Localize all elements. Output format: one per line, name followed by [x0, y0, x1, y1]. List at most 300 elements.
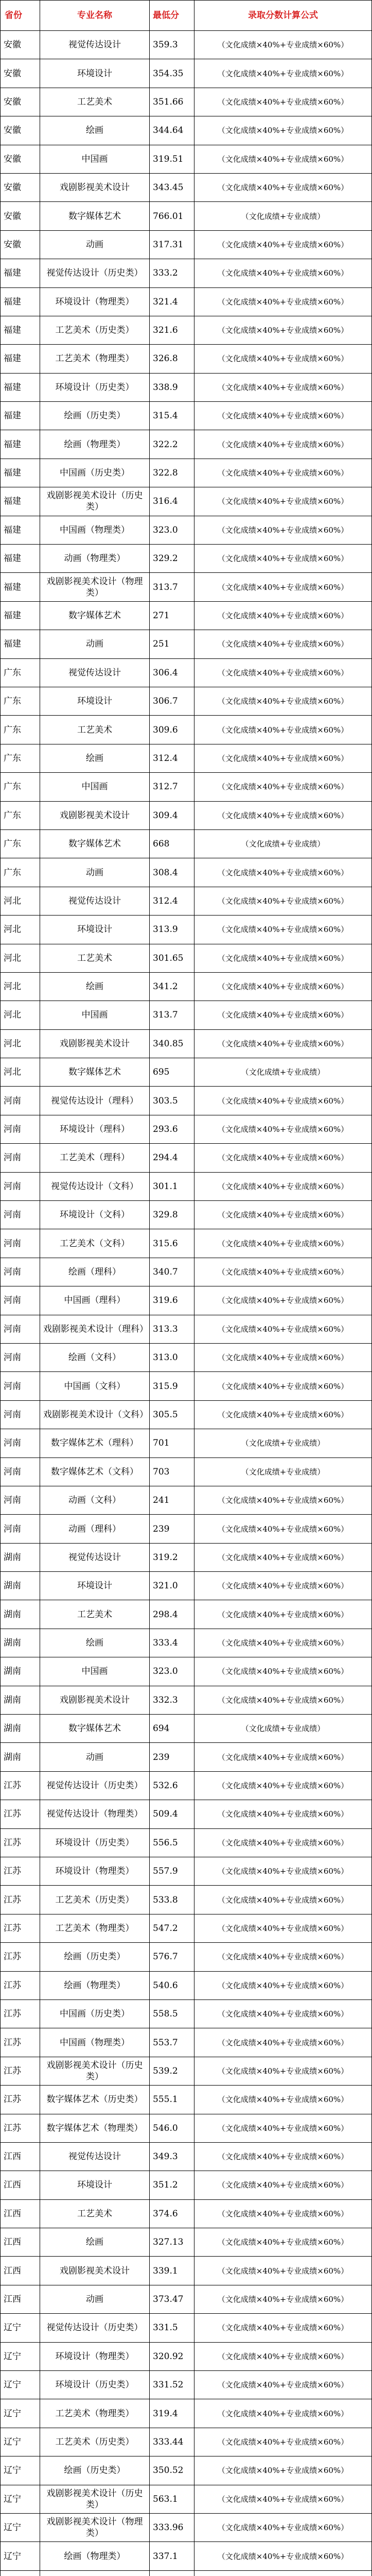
cell-formula: （文化成绩×40%+专业成绩×60%）	[194, 145, 372, 173]
cell-min-score: 576.7	[150, 1943, 194, 1971]
cell-formula: （文化成绩×40%+专业成绩×60%）	[194, 1115, 372, 1143]
table-body	[1, 31, 372, 2576]
cell-major: 中国画（物理类）	[40, 516, 150, 544]
table-row	[1, 2114, 372, 2142]
cell-major: 数字媒体艺术	[40, 202, 150, 230]
cell-formula: （文化成绩×40%+专业成绩×60%）	[194, 259, 372, 287]
cell-major: 数字媒体艺术（理科）	[40, 1429, 150, 1458]
cell-major: 中国画（历史类）	[40, 459, 150, 487]
cell-min-score: 326.8	[150, 345, 194, 373]
cell-min-score: 309.6	[150, 716, 194, 744]
cell-major: 工艺美术	[40, 944, 150, 972]
cell-major: 数字媒体艺术	[40, 1715, 150, 1743]
cell-min-score: 539.2	[150, 2057, 194, 2085]
cell-formula: （文化成绩+专业成绩）	[194, 1429, 372, 1458]
cell-major: 视觉传达设计（理科）	[40, 1087, 150, 1115]
table-row	[1, 573, 372, 601]
cell-min-score: 319.2	[150, 1543, 194, 1571]
table-row	[1, 716, 372, 744]
cell-major: 戏剧影视美术设计（历史类）	[40, 2485, 150, 2513]
table-row	[1, 373, 372, 401]
cell-major: 戏剧影视美术设计	[40, 173, 150, 201]
cell-formula: （文化成绩×40%+专业成绩×60%）	[194, 2142, 372, 2171]
table-row	[1, 145, 372, 173]
table-row	[1, 230, 372, 259]
cell-province: 江苏	[1, 1971, 40, 1999]
cell-major: 戏剧影视美术设计	[40, 2257, 150, 2285]
cell-min-score: 315.9	[150, 1372, 194, 1400]
cell-formula: （文化成绩×40%+专业成绩×60%）	[194, 2314, 372, 2342]
table-row	[1, 829, 372, 858]
cell-province: 河北	[1, 1001, 40, 1029]
cell-formula: （文化成绩×40%+专业成绩×60%）	[194, 2086, 372, 2114]
cell-formula: （文化成绩×40%+专业成绩×60%）	[194, 1372, 372, 1400]
table-row	[1, 31, 372, 59]
cell-formula: （文化成绩×40%+专业成绩×60%）	[194, 658, 372, 687]
table-row	[1, 2542, 372, 2570]
cell-major: 中国画	[40, 773, 150, 801]
cell-min-score: 321.0	[150, 1572, 194, 1600]
cell-province: 河南	[1, 1343, 40, 1371]
table-row	[1, 88, 372, 116]
table-row	[1, 1572, 372, 1600]
cell-min-score: 306.7	[150, 687, 194, 715]
cell-province: 福建	[1, 287, 40, 316]
cell-min-score: 668	[150, 829, 194, 858]
cell-major: 工艺美术	[40, 716, 150, 744]
cell-formula: （文化成绩×40%+专业成绩×60%）	[194, 1629, 372, 1657]
cell-formula: （文化成绩×40%+专业成绩×60%）	[194, 1914, 372, 1942]
cell-formula: （文化成绩×40%+专业成绩×60%）	[194, 1029, 372, 1058]
cell-min-score: 331.52	[150, 2371, 194, 2399]
table-row	[1, 1629, 372, 1657]
cell-min-score: 239	[150, 1743, 194, 1771]
cell-major: 视觉传达设计（物理类）	[40, 1800, 150, 1828]
cell-province: 福建	[1, 345, 40, 373]
cell-major: 工艺美术（物理类）	[40, 345, 150, 373]
cell-min-score: 343.45	[150, 173, 194, 201]
table-row	[1, 1115, 372, 1143]
column-header-major: 专业名称	[40, 1, 150, 31]
cell-min-score: 557.9	[150, 1857, 194, 1886]
table-row	[1, 2057, 372, 2085]
cell-major: 绘画	[40, 972, 150, 1001]
cell-formula: （文化成绩×40%+专业成绩×60%）	[194, 2228, 372, 2257]
cell-formula: （文化成绩×40%+专业成绩×60%）	[194, 1144, 372, 1172]
cell-formula: （文化成绩×40%+专业成绩×60%）	[194, 1686, 372, 1714]
cell-province: 辽宁	[1, 2428, 40, 2456]
cell-major: 环境设计	[40, 59, 150, 88]
cell-formula: （文化成绩×40%+专业成绩×60%）	[194, 1828, 372, 1857]
cell-formula: （文化成绩×40%+专业成绩×60%）	[194, 2257, 372, 2285]
cell-formula: （文化成绩×40%+专业成绩×60%）	[194, 2371, 372, 2399]
cell-major: 环境设计（理科）	[40, 1115, 150, 1143]
cell-formula: （文化成绩×40%+专业成绩×60%）	[194, 2399, 372, 2428]
table-row	[1, 2199, 372, 2228]
table-row	[1, 2428, 372, 2456]
cell-province: 江西	[1, 2171, 40, 2199]
cell-min-score: 319.4	[150, 2399, 194, 2428]
table-row	[1, 2456, 372, 2485]
cell-province: 江西	[1, 2257, 40, 2285]
cell-min-score: 312.4	[150, 744, 194, 772]
cell-major: 动画（文科）	[40, 1486, 150, 1514]
table-row	[1, 459, 372, 487]
cell-major: 动画	[40, 2285, 150, 2313]
table-row	[1, 858, 372, 887]
cell-province: 福建	[1, 373, 40, 401]
table-row	[1, 1172, 372, 1200]
cell-major: 数字媒体艺术	[40, 829, 150, 858]
cell-province: 广东	[1, 773, 40, 801]
cell-formula: （文化成绩×40%+专业成绩×60%）	[194, 1172, 372, 1200]
cell-min-score: 309.4	[150, 801, 194, 829]
table-row	[1, 173, 372, 201]
cell-min-score: 251	[150, 630, 194, 658]
cell-min-score: 305.5	[150, 1400, 194, 1429]
table-row	[1, 1286, 372, 1315]
cell-formula: （文化成绩×40%+专业成绩×60%）	[194, 887, 372, 915]
cell-formula: （文化成绩×40%+专业成绩×60%）	[194, 744, 372, 772]
table-row	[1, 1515, 372, 1543]
cell-major: 中国画	[40, 1657, 150, 1686]
cell-min-score: 319.6	[150, 1286, 194, 1315]
cell-province: 河南	[1, 1172, 40, 1200]
table-row	[1, 1914, 372, 1942]
cell-formula: （文化成绩×40%+专业成绩×60%）	[194, 88, 372, 116]
header-row	[1, 1, 372, 31]
cell-min-score: 349.3	[150, 2142, 194, 2171]
cell-province: 广东	[1, 858, 40, 887]
cell-formula: （文化成绩×40%+专业成绩×60%）	[194, 1743, 372, 1771]
cell-formula: （文化成绩×40%+专业成绩×60%）	[194, 2028, 372, 2057]
cell-province: 辽宁	[1, 2314, 40, 2342]
cell-min-score: 703	[150, 1458, 194, 1486]
cell-min-score: 293.6	[150, 1115, 194, 1143]
table-row	[1, 545, 372, 573]
cell-province: 广东	[1, 801, 40, 829]
cell-min-score: 329.2	[150, 545, 194, 573]
table-row	[1, 1800, 372, 1828]
cell-province: 湖南	[1, 1629, 40, 1657]
cell-min-score: 315.4	[150, 402, 194, 430]
cell-formula: （文化成绩×40%+专业成绩×60%）	[194, 1971, 372, 1999]
cell-province: 河南	[1, 1286, 40, 1315]
cell-province: 河北	[1, 972, 40, 1001]
cell-formula: （文化成绩×40%+专业成绩×60%）	[194, 59, 372, 88]
cell-major: 环境设计（文科）	[40, 1201, 150, 1229]
cell-formula: （文化成绩×40%+专业成绩×60%）	[194, 2285, 372, 2313]
table-row	[1, 601, 372, 630]
table-row	[1, 1400, 372, 1429]
cell-formula: （文化成绩×40%+专业成绩×60%）	[194, 2428, 372, 2456]
cell-min-score: 695	[150, 1058, 194, 1087]
cell-min-score: 555.1	[150, 2086, 194, 2114]
cell-province: 福建	[1, 573, 40, 601]
cell-major: 环境设计（历史类）	[40, 1828, 150, 1857]
cell-formula: （文化成绩×40%+专业成绩×60%）	[194, 430, 372, 459]
table-row	[1, 944, 372, 972]
cell-formula: （文化成绩+专业成绩）	[194, 1715, 372, 1743]
table-row	[1, 2371, 372, 2399]
cell-formula: （文化成绩×40%+专业成绩×60%）	[194, 2057, 372, 2085]
cell-min-score: 340.7	[150, 1258, 194, 1286]
cell-formula: （文化成绩×40%+专业成绩×60%）	[194, 1087, 372, 1115]
table-row	[1, 1857, 372, 1886]
cell-formula: （文化成绩×40%+专业成绩×60%）	[194, 1286, 372, 1315]
cell-province: 河南	[1, 1087, 40, 1115]
cell-min-score: 323.0	[150, 1657, 194, 1686]
cell-formula: （文化成绩×40%+专业成绩×60%）	[194, 1572, 372, 1600]
cell-province: 安徽	[1, 202, 40, 230]
cell-min-score: 532.6	[150, 1771, 194, 1800]
cell-formula: （文化成绩×40%+专业成绩×60%）	[194, 1543, 372, 1571]
cell-major: 动画（理科）	[40, 1515, 150, 1543]
cell-formula: （文化成绩×40%+专业成绩×60%）	[194, 801, 372, 829]
cell-major: 工艺美术	[40, 88, 150, 116]
cell-formula: （文化成绩×40%+专业成绩×60%）	[194, 402, 372, 430]
cell-min-score: 313.3	[150, 1315, 194, 1343]
table-row	[1, 1229, 372, 1258]
cell-major: 环境设计	[40, 916, 150, 944]
cell-major: 戏剧影视美术设计（物理类）	[40, 2513, 150, 2541]
cell-province: 河南	[1, 1229, 40, 1258]
cell-province: 湖南	[1, 1600, 40, 1629]
cell-min-score: 694	[150, 1715, 194, 1743]
cell-formula: （文化成绩×40%+专业成绩×60%）	[194, 459, 372, 487]
cell-formula: （文化成绩×40%+专业成绩×60%）	[194, 687, 372, 715]
cell-min-score: 556.5	[150, 1828, 194, 1857]
cell-major: 工艺美术（理科）	[40, 1144, 150, 1172]
cell-min-score: 312.4	[150, 887, 194, 915]
cell-min-score: 306.4	[150, 658, 194, 687]
column-header-min-score: 最低分	[150, 1, 194, 31]
table-row	[1, 887, 372, 915]
cell-major: 动画	[40, 1743, 150, 1771]
cell-major: 数字媒体艺术（历史类）	[40, 2086, 150, 2114]
cell-formula: （文化成绩×40%+专业成绩×60%）	[194, 1201, 372, 1229]
cell-major: 戏剧影视美术设计	[40, 801, 150, 829]
cell-province: 江苏	[1, 2114, 40, 2142]
cell-major: 戏剧影视美术设计（物理类）	[40, 573, 150, 601]
table-row	[1, 1886, 372, 1914]
cell-province: 湖南	[1, 1743, 40, 1771]
cell-min-score: 313.7	[150, 1001, 194, 1029]
cell-major: 绘画（历史类）	[40, 1943, 150, 1971]
cell-min-score: 341.2	[150, 972, 194, 1001]
cell-min-score: 329.8	[150, 1201, 194, 1229]
table-row	[1, 2485, 372, 2513]
cell-province: 安徽	[1, 173, 40, 201]
cell-major: 动画	[40, 858, 150, 887]
cell-major: 环境设计	[40, 1572, 150, 1600]
table-row	[1, 744, 372, 772]
table-row	[1, 1144, 372, 1172]
cell-province: 河北	[1, 916, 40, 944]
cell-province: 河南	[1, 1315, 40, 1343]
cell-province: 广东	[1, 658, 40, 687]
table-row	[1, 1001, 372, 1029]
cell-formula: （文化成绩×40%+专业成绩×60%）	[194, 516, 372, 544]
cell-province: 广东	[1, 744, 40, 772]
cell-major: 绘画（物理类）	[40, 2542, 150, 2570]
cell-major: 数字媒体艺术（物理类）	[40, 2114, 150, 2142]
cell-province: 辽宁	[1, 2456, 40, 2485]
cell-province: 河南	[1, 1515, 40, 1543]
cell-province: 福建	[1, 259, 40, 287]
table-row	[1, 2399, 372, 2428]
cell-min-score: 333.2	[150, 259, 194, 287]
table-row	[1, 2513, 372, 2541]
cell-min-score: 339.1	[150, 2257, 194, 2285]
cell-formula: （文化成绩×40%+专业成绩×60%）	[194, 601, 372, 630]
cell-min-score	[150, 2570, 194, 2576]
table-row	[1, 1029, 372, 1058]
table-row	[1, 259, 372, 287]
cell-major: 绘画（物理类）	[40, 430, 150, 459]
cell-formula: （文化成绩×40%+专业成绩×60%）	[194, 1400, 372, 1429]
table-row	[1, 1058, 372, 1087]
cell-formula: （文化成绩×40%+专业成绩×60%）	[194, 2513, 372, 2541]
cell-formula: （文化成绩×40%+专业成绩×60%）	[194, 2171, 372, 2199]
table-row	[1, 287, 372, 316]
cell-formula: （文化成绩×40%+专业成绩×60%）	[194, 487, 372, 516]
cell-min-score: 354.35	[150, 59, 194, 88]
cell-min-score: 553.7	[150, 2028, 194, 2057]
table-header	[1, 1, 372, 31]
cell-major: 环境设计（物理类）	[40, 1857, 150, 1886]
cell-major: 视觉传达设计	[40, 1543, 150, 1571]
cell-province: 福建	[1, 545, 40, 573]
cell-min-score: 322.8	[150, 459, 194, 487]
cell-province: 河南	[1, 1115, 40, 1143]
table-row	[1, 1543, 372, 1571]
cell-province: 辽宁	[1, 2342, 40, 2370]
cell-province: 江苏	[1, 1886, 40, 1914]
cell-min-score: 241	[150, 1486, 194, 1514]
cell-province: 江苏	[1, 1771, 40, 1800]
cell-province: 福建	[1, 402, 40, 430]
cell-min-score: 327.13	[150, 2228, 194, 2257]
cell-major: 动画	[40, 230, 150, 259]
cell-province: 河南	[1, 1144, 40, 1172]
cell-formula: （文化成绩×40%+专业成绩×60%）	[194, 630, 372, 658]
cell-province: 福建	[1, 630, 40, 658]
table-row	[1, 630, 372, 658]
cell-min-score: 321.6	[150, 316, 194, 344]
table-row	[1, 430, 372, 459]
cell-formula: （文化成绩×40%+专业成绩×60%）	[194, 2114, 372, 2142]
cell-major: 绘画	[40, 116, 150, 145]
cell-min-score: 547.2	[150, 1914, 194, 1942]
table-row	[1, 658, 372, 687]
cell-min-score: 331.5	[150, 2314, 194, 2342]
cell-province: 福建	[1, 316, 40, 344]
cell-province: 江苏	[1, 2028, 40, 2057]
cell-min-score: 344.64	[150, 116, 194, 145]
cell-major: 视觉传达设计（历史类）	[40, 259, 150, 287]
cell-major: 视觉传达设计	[40, 31, 150, 59]
cell-province: 江苏	[1, 1999, 40, 2028]
cell-min-score: 338.9	[150, 373, 194, 401]
cell-min-score: 294.4	[150, 1144, 194, 1172]
cell-major: 中国画	[40, 145, 150, 173]
table-row	[1, 2028, 372, 2057]
cell-min-score: 373.47	[150, 2285, 194, 2313]
cell-major: 中国画（物理类）	[40, 2028, 150, 2057]
cell-province: 福建	[1, 430, 40, 459]
cell-major: 戏剧影视美术设计（文科）	[40, 1400, 150, 1429]
cell-min-score: 359.3	[150, 31, 194, 59]
table-row	[1, 687, 372, 715]
cell-formula: （文化成绩+专业成绩）	[194, 1058, 372, 1087]
cell-formula: （文化成绩×40%+专业成绩×60%）	[194, 858, 372, 887]
cell-min-score: 271	[150, 601, 194, 630]
cell-major: 工艺美术（历史类）	[40, 316, 150, 344]
cell-major: 环境设计	[40, 687, 150, 715]
cell-formula: （文化成绩×40%+专业成绩×60%）	[194, 173, 372, 201]
cell-major: 视觉传达设计（历史类）	[40, 1771, 150, 1800]
cell-formula: （文化成绩×40%+专业成绩×60%）	[194, 1001, 372, 1029]
cell-province: 湖南	[1, 1572, 40, 1600]
cell-major	[40, 2570, 150, 2576]
cell-major: 工艺美术（物理类）	[40, 2399, 150, 2428]
cell-major: 绘画	[40, 2228, 150, 2257]
cell-province: 湖南	[1, 1686, 40, 1714]
cell-province: 福建	[1, 487, 40, 516]
cell-province: 河北	[1, 887, 40, 915]
cell-min-score: 312.7	[150, 773, 194, 801]
cell-province: 安徽	[1, 116, 40, 145]
cell-major: 数字媒体艺术	[40, 1058, 150, 1087]
cell-province: 河南	[1, 1486, 40, 1514]
table-row	[1, 345, 372, 373]
table-row	[1, 402, 372, 430]
cell-min-score: 333.96	[150, 2513, 194, 2541]
cell-province: 广东	[1, 716, 40, 744]
cell-province: 江苏	[1, 1943, 40, 1971]
cell-formula: （文化成绩×40%+专业成绩×60%）	[194, 1515, 372, 1543]
cell-province: 辽宁	[1, 2513, 40, 2541]
table-row	[1, 1943, 372, 1971]
cell-major: 工艺美术（历史类）	[40, 2428, 150, 2456]
cell-min-score: 558.5	[150, 1999, 194, 2028]
cell-province: 福建	[1, 459, 40, 487]
cell-major: 环境设计（物理类）	[40, 287, 150, 316]
column-header-formula: 录取分数计算公式	[194, 1, 372, 31]
cell-min-score: 766.01	[150, 202, 194, 230]
cell-province: 湖南	[1, 1715, 40, 1743]
cell-province: 福建	[1, 516, 40, 544]
cell-min-score: 298.4	[150, 1600, 194, 1629]
table-row	[1, 2342, 372, 2370]
cell-min-score: 509.4	[150, 1800, 194, 1828]
cell-formula: （文化成绩+专业成绩）	[194, 1458, 372, 1486]
cell-min-score: 239	[150, 1515, 194, 1543]
cell-major: 环境设计（历史类）	[40, 2371, 150, 2399]
table-row	[1, 2086, 372, 2114]
cell-min-score: 322.2	[150, 430, 194, 459]
cell-formula: （文化成绩×40%+专业成绩×60%）	[194, 1857, 372, 1886]
table-row	[1, 1715, 372, 1743]
table-row	[1, 487, 372, 516]
cell-min-score: 319.51	[150, 145, 194, 173]
cell-major: 绘画（物理类）	[40, 1971, 150, 1999]
cell-min-score: 323.0	[150, 516, 194, 544]
table-row	[1, 1971, 372, 1999]
cell-formula: （文化成绩×40%+专业成绩×60%）	[194, 773, 372, 801]
cell-formula: （文化成绩×40%+专业成绩×60%）	[194, 2485, 372, 2513]
